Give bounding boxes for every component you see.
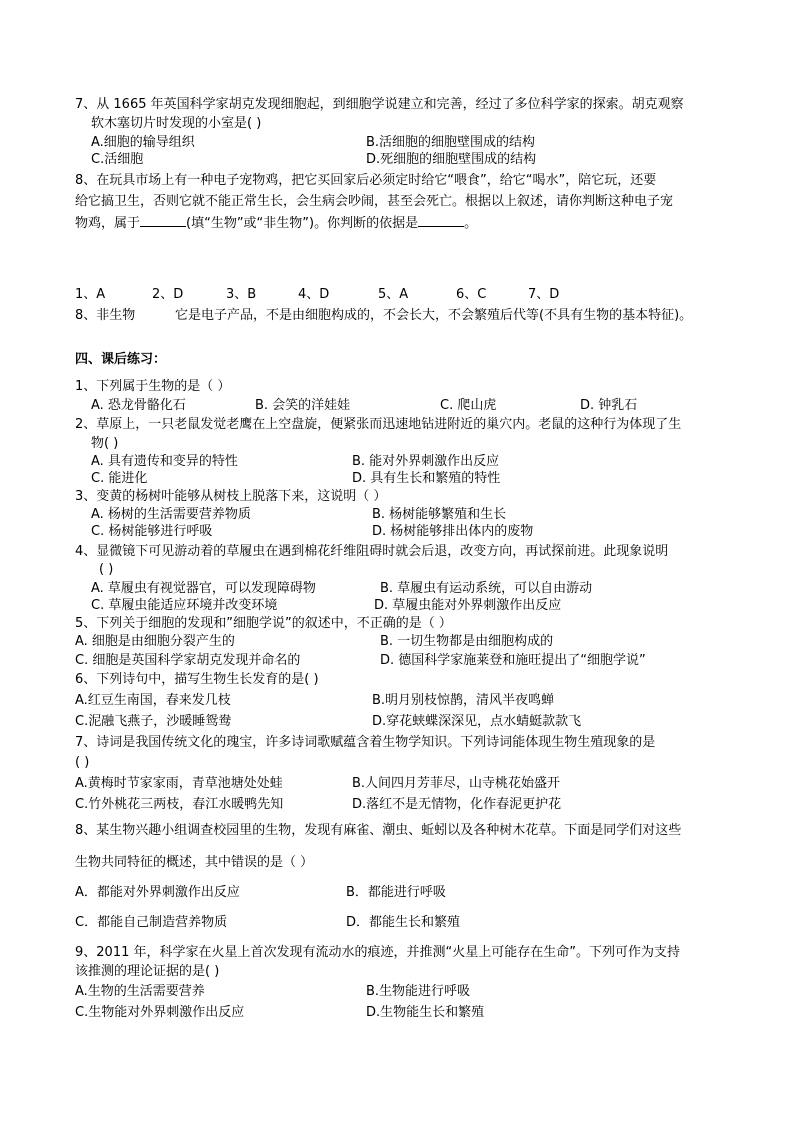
ex-q5-option-a: A. 细胞是由细胞分裂产生的 xyxy=(75,634,235,649)
ex-q2-option-a: A. 具有遗传和变异的特性 xyxy=(91,454,238,469)
section-title: 四、课后练习： xyxy=(75,352,167,367)
ex-q2-stem-cont: 物( ) xyxy=(91,436,119,451)
ex-q7-option-b: B.人间四月芳菲尽，山寺桃花始盛开 xyxy=(352,776,561,791)
ex-q6-option-b: B.明月别枝惊鹊，清风半夜鸣蝉 xyxy=(372,693,555,708)
ex-q8-option-a: A．都能对外界刺激作出反应 xyxy=(75,885,240,900)
answer-blank xyxy=(418,214,464,227)
ex-q3-stem: 3、变黄的杨树叶能够从树枝上脱落下来，这说明（ ） xyxy=(75,489,387,504)
ex-q6-option-a: A.红豆生南国，春来发几枝 xyxy=(75,693,231,708)
q8-top-text-c: 。 xyxy=(464,216,478,231)
ex-q4-option-b: B. 草履虫有运动系统，可以自由游动 xyxy=(380,581,593,596)
q7-top-stem-cont: 软木塞切片时发现的小室是( ) xyxy=(91,116,262,131)
ex-q5-option-d: D. 德国科学家施莱登和施旺提出了“细胞学说” xyxy=(380,653,646,668)
q7-top-option-d: D.死细胞的细胞壁围成的结构 xyxy=(366,152,537,167)
ex-q5-stem: 5、下列关于细胞的发现和”细胞学说”的叙述中，不正确的是（ ） xyxy=(75,616,452,631)
ex-q2-stem: 2、草原上，一只老鼠发觉老鹰在上空盘旋，便紧张而迅速地钻进附近的巢穴内。老鼠的这种行为体现了生 xyxy=(75,417,682,432)
ex-q7-option-d: D.落红不是无情物，化作春泥更护花 xyxy=(352,797,562,812)
ex-q4-option-c: C. 草履虫能适应环境并改变环境 xyxy=(91,598,278,613)
ex-q3-option-a: A. 杨树的生活需要营养物质 xyxy=(91,507,251,522)
ex-q9-stem: 9、2011 年，科学家在火星上首次发现有流动水的痕迹，并推测“火星上可能存在生命”。下列可作为支持 xyxy=(75,945,680,960)
q8-top-text-b: (填“生物”或“非生物”)。你判断的依据是 xyxy=(186,216,419,231)
ex-q8-stem-cont: 生物共同特征的概述，其中错误的是（ ） xyxy=(75,855,314,870)
q7-top-option-c: C.活细胞 xyxy=(91,152,144,167)
ex-q2-option-d: D. 具有生长和繁殖的特性 xyxy=(352,471,501,486)
answer-blank xyxy=(140,214,186,227)
ex-q5-option-c: C. 细胞是英国科学家胡克发现并命名的 xyxy=(75,653,301,668)
ex-q9-stem-cont: 该推测的理论证据的是( ) xyxy=(75,964,220,979)
q7-top-option-a: A.细胞的输导组织 xyxy=(91,135,195,150)
q7-top-stem: 7、从 1665 年英国科学家胡克发现细胞起，到细胞学说建立和完善，经过了多位科学家的探索。胡克观察 xyxy=(75,97,684,112)
ex-q6-stem: 6、下列诗句中，描写生物生长发育的是( ) xyxy=(75,672,319,687)
q8-top-stem: 8、在玩具市场上有一种电子宠物鸡，把它买回家后必须定时给它“喂食”，给它“喝水”，陪它玩，还要 xyxy=(75,173,657,188)
answer-item: 7、D xyxy=(528,287,560,302)
answer-item: 2、D xyxy=(152,287,184,302)
ex-q1-option-b: B. 会笑的洋娃娃 xyxy=(255,398,351,413)
ex-q9-option-d: D.生物能生长和繁殖 xyxy=(366,1005,485,1020)
ex-q8-option-d: D．都能生长和繁殖 xyxy=(346,915,461,930)
ex-q4-stem-cont: ( ) xyxy=(99,562,114,577)
ex-q8-option-c: C．都能自己制造营养物质 xyxy=(75,915,228,930)
ex-q4-option-d: D. 草履虫能对外界刺激作出反应 xyxy=(374,598,562,613)
ex-q1-option-c: C. 爬山虎 xyxy=(440,398,497,413)
ex-q8-option-b: B．都能进行呼吸 xyxy=(346,885,446,900)
answer-8-text: 它是电子产品，不是由细胞构成的，不会长大，不会繁殖后代等(不具有生物的基本特征)。 xyxy=(175,308,693,323)
q8-top-stem-end xyxy=(75,214,477,232)
ex-q9-option-c: C.生物能对外界刺激作出反应 xyxy=(75,1005,245,1020)
ex-q3-option-b: B. 杨树能够繁殖和生长 xyxy=(372,507,507,522)
answer-item: 3、B xyxy=(226,287,257,302)
ex-q7-stem: 7、诗词是我国传统文化的瑰宝，许多诗词歌赋蕴含着生物学知识。下列诗词能体现生物生殖现象的是 xyxy=(75,735,656,750)
q8-top-text-a: 物鸡，属于 xyxy=(75,216,141,231)
answer-item: 1、A xyxy=(75,287,106,302)
q7-top-option-b: B.活细胞的细胞壁围成的结构 xyxy=(366,135,536,150)
ex-q7-option-c: C.竹外桃花三两枝，春江水暖鸭先知 xyxy=(75,797,284,812)
ex-q7-option-a: A.黄梅时节家家雨，青草池塘处处蛙 xyxy=(75,776,283,791)
ex-q4-option-a: A. 草履虫有视觉器官，可以发现障碍物 xyxy=(91,581,316,596)
ex-q3-option-c: C. 杨树能够进行呼吸 xyxy=(91,524,213,539)
ex-q9-option-b: B.生物能进行呼吸 xyxy=(366,984,471,999)
ex-q6-option-c: C.泥融飞燕子，沙暖睡鸳鸯 xyxy=(75,714,232,729)
ex-q7-stem-cont: ( ) xyxy=(75,755,90,770)
ex-q9-option-a: A.生物的生活需要营养 xyxy=(75,984,205,999)
ex-q2-option-b: B. 能对外界刺激作出反应 xyxy=(352,454,500,469)
q8-top-stem-cont: 给它搞卫生，否则它就不能正常生长，会生病会吵闹，甚至会死亡。根据以上叙述，请你判断这种电子宠 xyxy=(75,194,674,209)
answer-item: 5、A xyxy=(378,287,409,302)
ex-q4-stem: 4、显微镜下可见游动着的草履虫在遇到棉花纤维阻碍时就会后退，改变方向，再试探前进。此现象说明 xyxy=(75,544,669,559)
ex-q1-option-a: A. 恐龙骨骼化石 xyxy=(91,398,186,413)
ex-q2-option-c: C. 能进化 xyxy=(91,471,148,486)
ex-q8-stem: 8、某生物兴趣小组调查校园里的生物，发现有麻雀、潮虫、蚯蚓以及各种树木花草。下面是同学们对这些 xyxy=(75,823,682,838)
ex-q5-option-b: B. 一切生物都是由细胞构成的 xyxy=(380,634,554,649)
ex-q1-stem: 1、下列属于生物的是（ ） xyxy=(75,379,231,394)
ex-q1-option-d: D. 钟乳石 xyxy=(580,398,638,413)
answer-item: 4、D xyxy=(298,287,330,302)
ex-q6-option-d: D.穿花蛱蝶深深见，点水蜻蜓款款飞 xyxy=(372,714,582,729)
answer-8-label: 8、非生物 xyxy=(75,308,136,323)
ex-q3-option-d: D. 杨树能够排出体内的废物 xyxy=(372,524,534,539)
answer-item: 6、C xyxy=(456,287,487,302)
